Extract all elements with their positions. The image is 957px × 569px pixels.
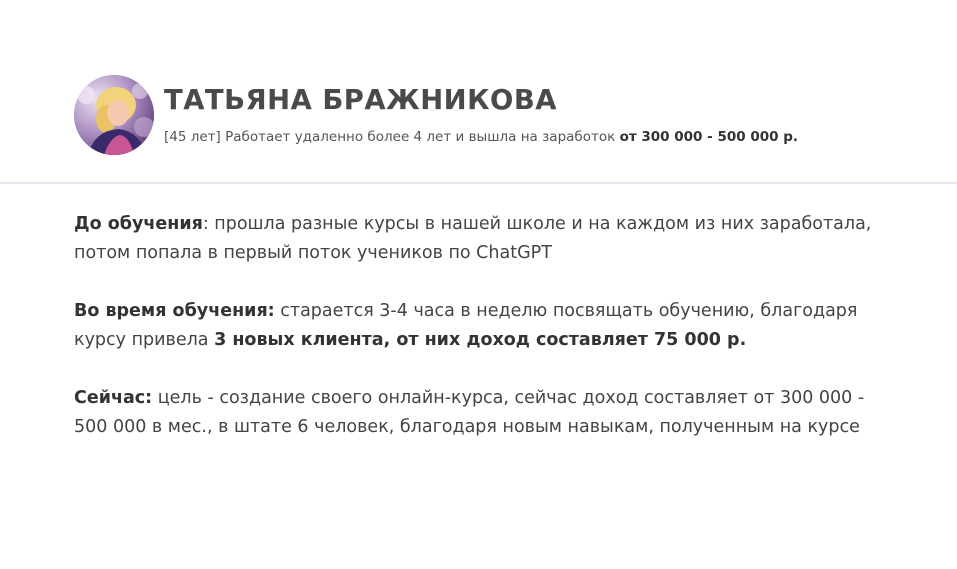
testimonial-body — [74, 210, 894, 471]
text-during: старается 3-4 часа в неделю посвящать обучению, благодаря курсу привела — [74, 301, 858, 350]
person-name: ТАТЬЯНА БРАЖНИКОВА — [164, 82, 557, 116]
subtitle-text: [45 лет] Работает удаленно более 4 лет и вышла на заработок — [164, 128, 620, 145]
paragraph-now — [74, 384, 894, 442]
person-subtitle — [164, 128, 798, 146]
paragraph-before-training — [74, 210, 894, 268]
user-photo-icon — [74, 75, 154, 155]
profile-info — [164, 82, 798, 146]
section-divider — [0, 182, 957, 184]
text-now: цель - создание своего онлайн-курса, сейчас доход составляет от 300 000 - 500 000 в мес., в штате 6 человек, благодаря новым навыкам, полученным на курсе — [74, 388, 865, 437]
profile-header — [74, 74, 798, 156]
subtitle-income: от 300 000 - 500 000 р. — [619, 128, 798, 145]
paragraph-during-training — [74, 297, 894, 355]
label-now: Сейчас: — [74, 388, 153, 408]
label-during: Во время обучения: — [74, 301, 275, 321]
text-during-highlight: 3 новых клиента, от них доход составляет 75 000 р. — [214, 330, 747, 350]
text-before: : прошла разные курсы в нашей школе и на каждом из них заработала, потом попала в первый поток учеников по ChatGPT — [74, 214, 872, 263]
label-before: До обучения — [74, 214, 203, 234]
